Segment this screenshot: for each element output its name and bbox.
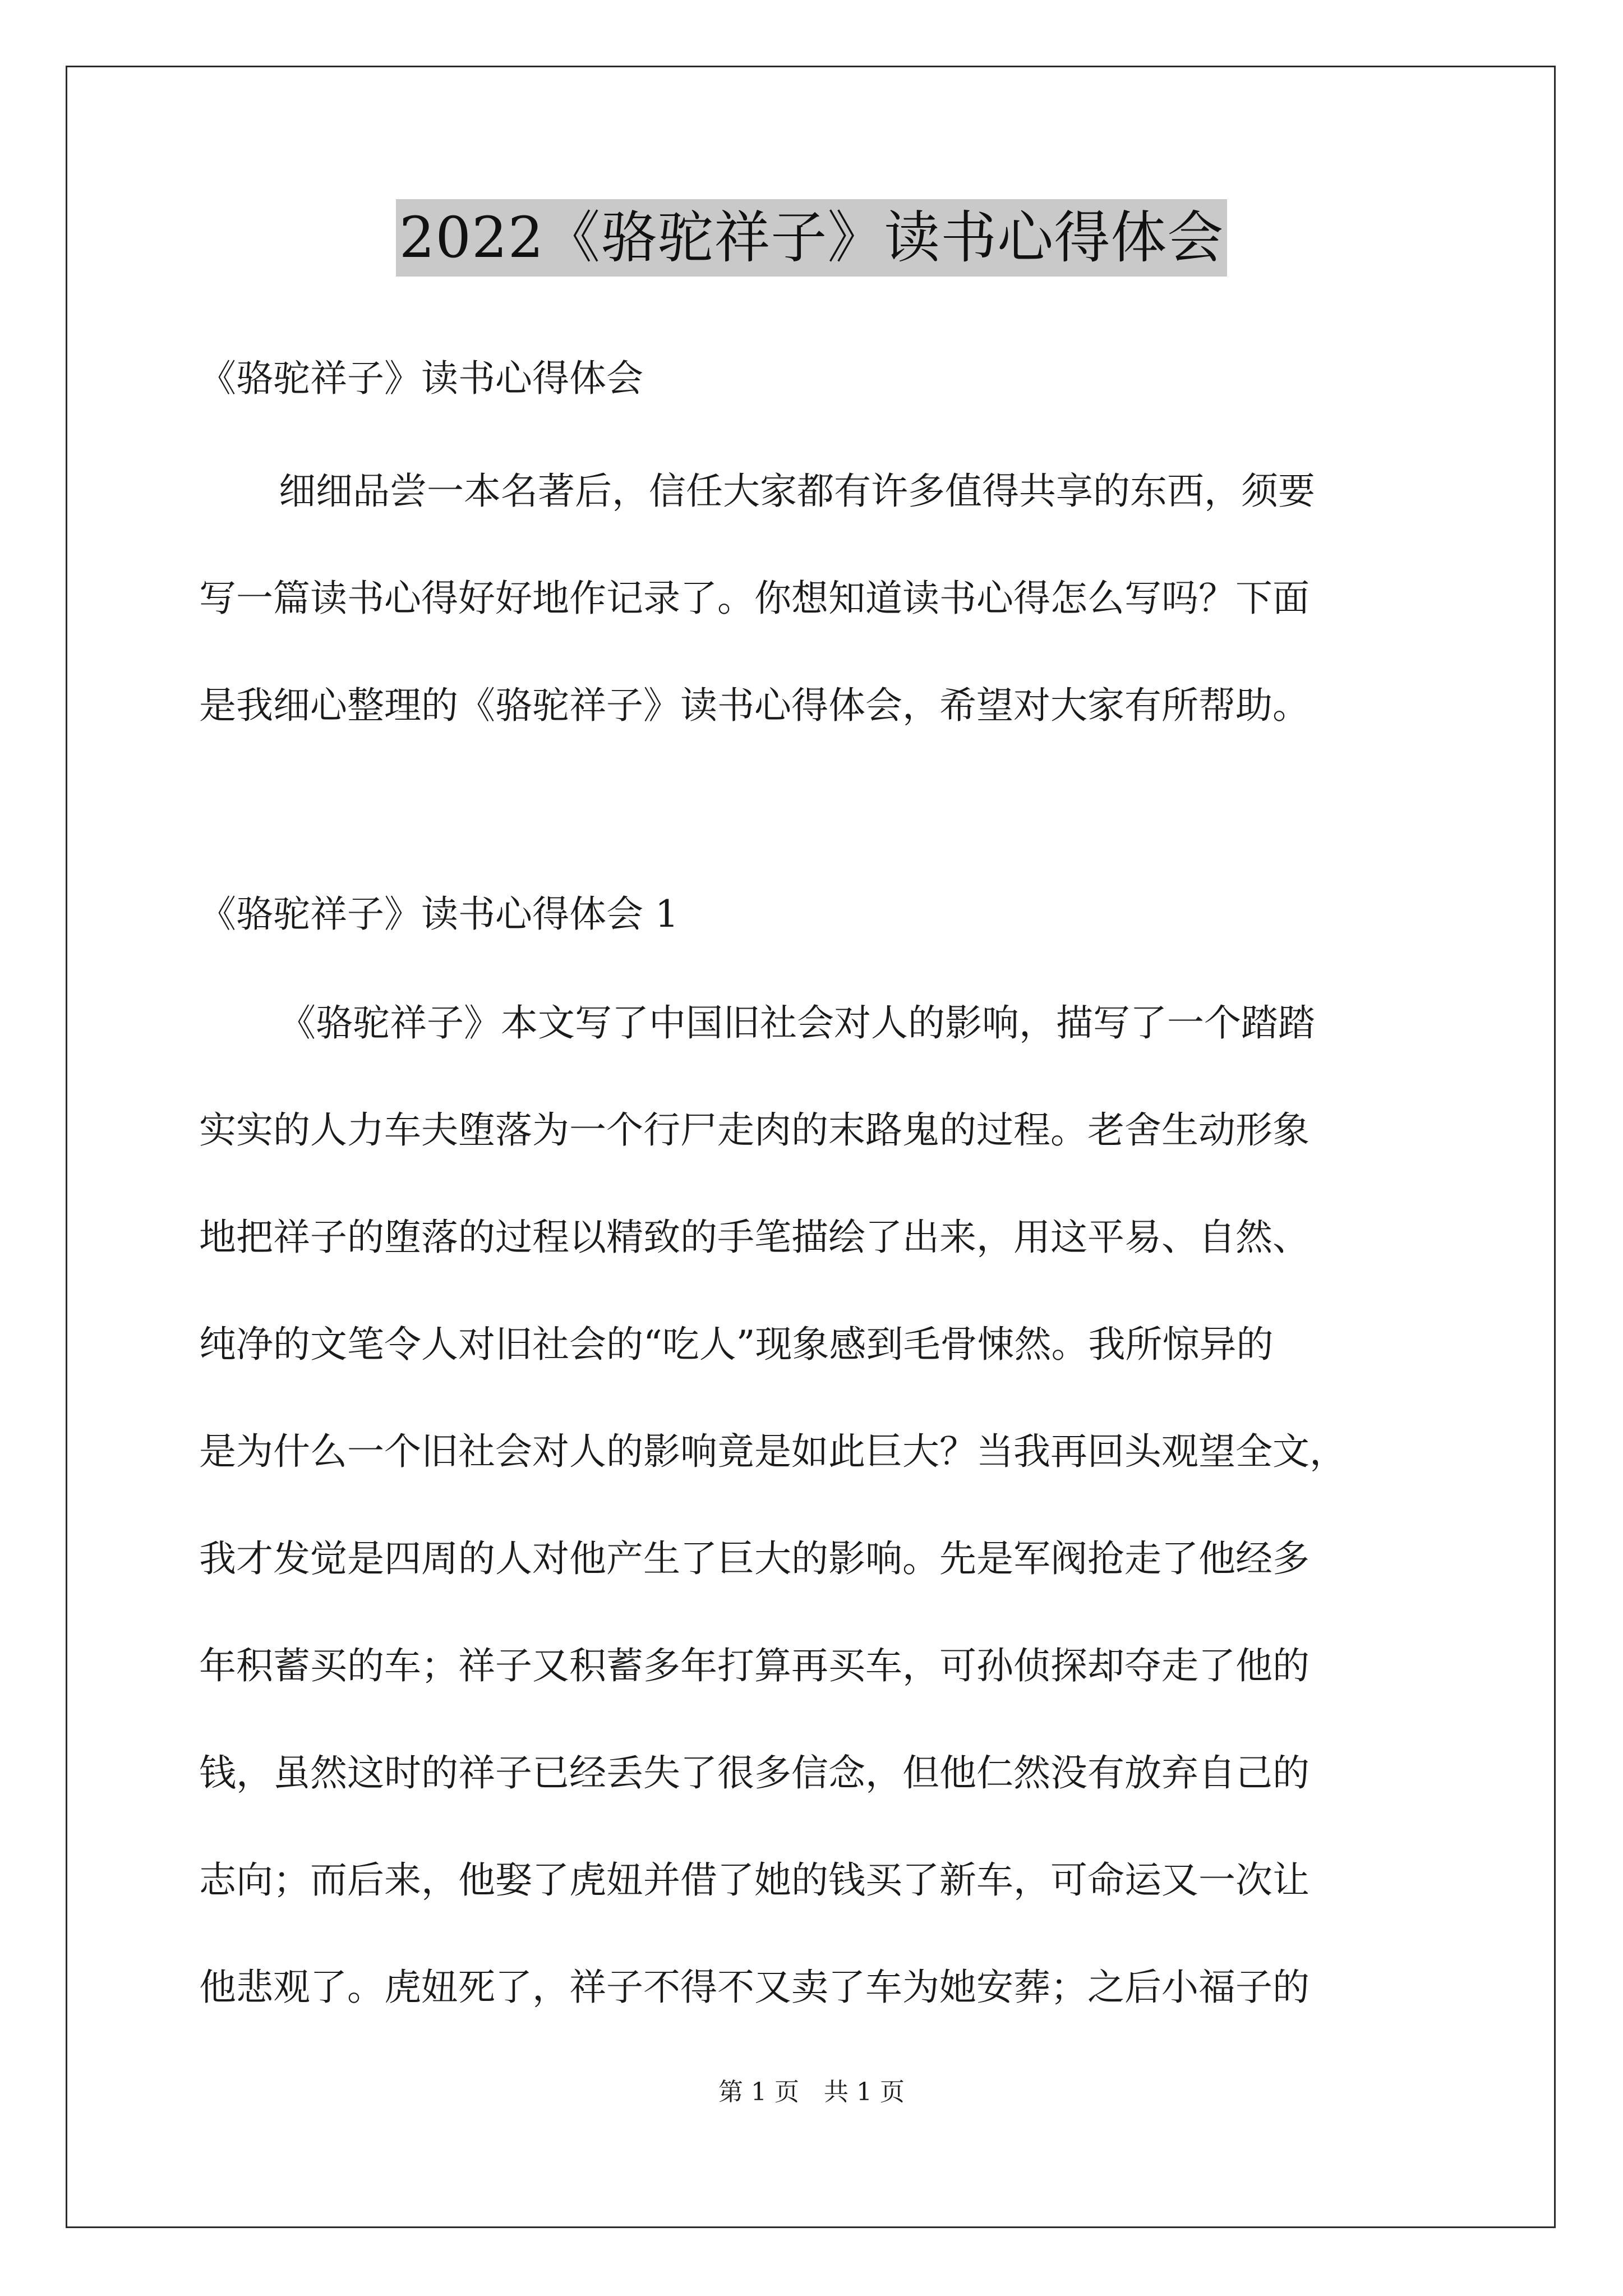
title-container <box>0 199 1623 277</box>
body-paragraph <box>199 969 1433 2041</box>
intro-paragraph <box>199 438 1433 759</box>
page-footer: 第 1 页 共 1 页 <box>718 2078 905 2106</box>
body-line: 我才发觉是四周的人对他产生了巨大的影响。先是军阀抢走了他经多 <box>199 1537 1310 1580</box>
document-title: 2022《骆驼祥子》读书心得体会 <box>396 199 1228 277</box>
section-heading: 《骆驼祥子》读书心得体会 1 <box>199 892 679 936</box>
intro-line: 细细品尝一本名著后，信任大家都有许多值得共享的东西，须要 <box>279 470 1315 513</box>
body-line: 是为什么一个旧社会对人的影响竟是如此巨大？当我再回头观望全文， <box>199 1430 1347 1473</box>
intro-line: 写一篇读书心得好好地作记录了。你想知道读书心得怎么写吗？下面 <box>199 577 1310 620</box>
body-line: 志向；而后来，他娶了虎妞并借了她的钱买了新车，可命运又一次让 <box>199 1858 1310 1902</box>
body-line: 年积蓄买的车；祥子又积蓄多年打算再买车，可孙侦探却夺走了他的 <box>199 1644 1310 1687</box>
body-line: 他悲观了。虎妞死了，祥子不得不又卖了车为她安葬；之后小福子的 <box>199 1966 1310 2009</box>
body-line: 《骆驼祥子》本文写了中国旧社会对人的影响，描写了一个踏踏 <box>279 1001 1315 1045</box>
body-line: 地把祥子的堕落的过程以精致的手笔描绘了出来，用这平易、自然、 <box>199 1216 1310 1259</box>
body-line: 钱，虽然这时的祥子已经丢失了很多信念，但他仁然没有放弃自己的 <box>199 1751 1310 1795</box>
intro-line: 是我细心整理的《骆驼祥子》读书心得体会，希望对大家有所帮助。 <box>199 684 1310 727</box>
body-line: 实实的人力车夫堕落为一个行尸走肉的末路鬼的过程。老舍生动形象 <box>199 1108 1310 1152</box>
document-subtitle: 《骆驼祥子》读书心得体会 <box>199 357 643 400</box>
body-line: 纯净的文笔令人对旧社会的“吃人”现象感到毛骨悚然。我所惊异的 <box>199 1323 1274 1366</box>
